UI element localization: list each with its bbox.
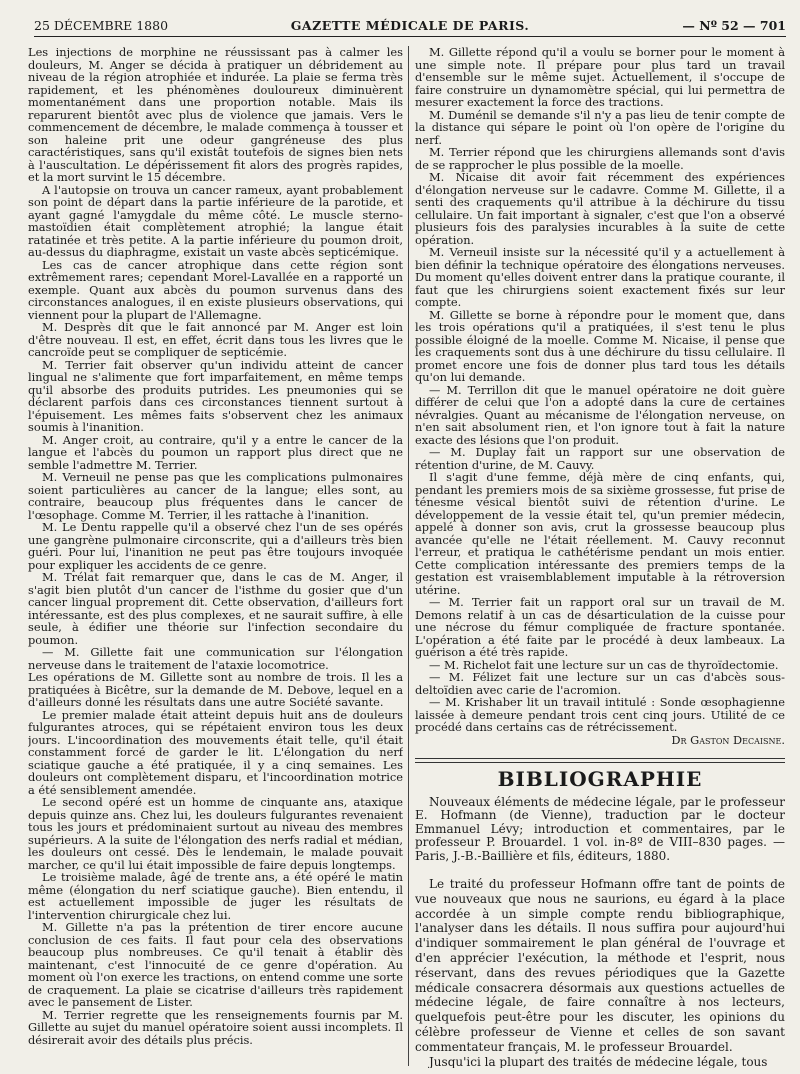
paragraph: — M. Richelot fait une lecture sur un cas de thyroïdectomie. — [429, 657, 779, 672]
paragraph: M. Terrier répond que les chirurgiens allemands sont d'avis de se rapprocher le plus possible de la moelle. — [415, 145, 785, 172]
right-column — [415, 46, 785, 1068]
paragraph: — M. Gillette fait une communication sur l'élongation nerveuse dans le traitement de l'ataxie locomotrice. — [28, 645, 403, 672]
paragraph: M. Le Dentu rappelle qu'il a observé chez l'un de ses opérés une gangrène pulmonaire circonscrite, qui a d'ailleurs très bien guéri. Pour lui, l'inanition ne peut pas être toujours invoquée pour expliquer les accidents de ce genre. — [28, 520, 403, 572]
issue-page-number: — Nº 52 — 701 — [682, 18, 786, 33]
paragraph: Le premier malade était atteint depuis huit ans de douleurs fulgurantes atroces, qui se répétaient environ tous les deux jours. L'incoordination des mouvements était telle, qu'il était constamment forcé de garder le lit. L'élongation du nerf sciatique gauche a été pratiquée, il y a cinq semaines. Les douleurs ont complètement disparu, et l'incoordination motrice a été sensiblement amendée. — [28, 707, 403, 797]
paragraph: M. Gillette répond qu'il a voulu se borner pour le moment à une simple note. Il prépare pour plus tard un travail d'ensemble sur le même sujet. Actuellement, il s'occupe de faire construire un dynamomètre spécial, qui lui permettra de mesurer exactement la force des tractions. — [415, 46, 785, 109]
paragraph: A l'autopsie on trouva un cancer rameux, ayant probablement son point de départ dans la partie inférieure de la parotide, et ayant gagné l'amygdale du même côté. Le muscle sterno-mastoïdien était complètement atrophié; la langue était ratatinée et très petite. A la partie inférieure du poumon droit, au-dessus du diaphragme, existait un vaste abcès septicémique. — [28, 182, 403, 259]
paragraph: Jusqu'ici la plupart des traités de médecine légale, tous — [429, 1054, 768, 1068]
paragraph: Il s'agit d'une femme, déjà mère de cinq enfants, qui, pendant les premiers mois de sa sixième grossesse, fut prise de ténesme vésical bientôt suivi de rétention d'urine. Le développement de la vessie était tel, qu'un premier médecin, appelé à donner son avis, crut la grossesse beaucoup plus avancée qu'elle ne l'était réellement. M. Cauvy reconnut l'erreur, et pratiqua le cathétérisme pendant un mois entier. Cette complication intéressante des premiers temps de la gestation est vraisemblablement imputable à la rétroversion utérine. — [415, 470, 785, 597]
paragraph: M. Nicaise dit avoir fait récemment des expériences d'élongation nerveuse sur le cadavre. Comme M. Gillette, il a senti des craquements qu'il attribue à la déchirure du tissu cellulaire. Un fait important à signaler, c'est que l'on a observé plusieurs fois des paralysies incurables à la suite de cette opération. — [415, 170, 785, 247]
page-header — [34, 14, 786, 37]
paragraph: Les injections de morphine ne réussissant pas à calmer les douleurs, M. Anger se décida à pratiquer un débridement au niveau de la région atrophiée et indurée. La plaie se ferma très rapidement, et les phénomènes douloureux diminuèrent momentanément dans une proportion notable. Mais ils reparurent bientôt avec plus de violence que jamais. Vers le commencement de décembre, le malade commença à tousser et son haleine prit une odeur gangréneuse des plus caractéristiques, sans qu'il existât toutefois de signes bien nets à l'auscultation. Le dépérissement fit alors des progrès rapides, et la mort survint le 15 décembre. — [28, 46, 403, 184]
paragraph: M. Verneuil insiste sur la nécessité qu'il y a actuellement à bien définir la technique opératoire des élongations nerveuses. Du moment qu'elles doivent entrer dans la pratique courante, il faut que les chirurgiens soient exactement fixés sur leur compte. — [415, 245, 785, 309]
paragraph: M. Trélat fait remarquer que, dans le cas de M. Anger, il s'agit bien plutôt d'un cancer de l'isthme du gosier que d'un cancer lingual proprement dit. Cette observation, d'ailleurs fort intéressante, est des plus complexes, et ne saurait suffire, à elle seule, à édifier une théorie sur l'infection secondaire du poumon. — [28, 570, 403, 647]
paragraph: — M. Félizet fait une lecture sur un cas d'abcès sous-deltoïdien avec carie de l'acromion. — [415, 670, 785, 697]
signature: Dr Gaston Decaisne. — [671, 732, 785, 747]
bibliography-title: BIBLIOGRAPHIE — [497, 767, 703, 791]
paragraph: M. Verneuil ne pense pas que les complications pulmonaires soient particulières au cancer de la langue; elles sont, au contraire, beaucoup plus fréquentes dans le cancer de l'œsophage. Comme M. Terrier, il les rattache à l'inanition. — [28, 470, 403, 522]
paragraph: M. Gillette se borne à répondre pour le moment que, dans les trois opérations qu'il a pratiquées, il s'est tenu le plus possible éloigné de la moelle. Comme M. Nicaise, il pense que les craquements sont dus à une déchirure du tissu cellulaire. Il promet encore une fois de donner plus tard tous les détails qu'on lui demande. — [415, 307, 785, 384]
paragraph: M. Anger croit, au contraire, qu'il y a entre le cancer de la langue et l'abcès du poumon un rapport plus direct que ne semble l'admettre M. Terrier. — [28, 432, 403, 472]
bibliography-reference: Nouveaux éléments de médecine légale, par le professeur E. Hofmann (de Vienne), traduction par le docteur Emmanuel Lévy; introduction et commentaires, par le professeur P. Brouardel. 1 vol. in-8º de VIII–830 pages. — Paris, J.-B.-Baillière et fils, éditeurs, 1880. — [415, 794, 785, 863]
column-divider — [408, 46, 409, 1066]
paragraph: — M. Terrillon dit que le manuel opératoire ne doit guère différer de celui que l'on a adopté dans la cure de certaines névralgies. Quant au mécanisme de l'élongation nerveuse, on n'en sait absolument rien, et l'on ignore tout à fait la nature exacte des lésions que l'on produit. — [415, 382, 785, 447]
paragraph: M. Duménil se demande s'il n'y a pas lieu de tenir compte de la distance qui sépare le point où l'on opère de l'origine du nerf. — [415, 107, 785, 147]
journal-title: GAZETTE MÉDICALE DE PARIS. — [290, 18, 530, 33]
paragraph: — M. Duplay fait un rapport sur une observation de rétention d'urine, de M. Cauvy. — [415, 445, 785, 472]
paragraph: Les cas de cancer atrophique dans cette région sont extrêmement rares; cependant Morel-Lavallée en a rapporté un exemple. Quant aux abcès du poumon survenus dans des circonstances analogues, il en existe plusieurs observations, qui viennent pour la plupart de l'Allemagne. — [28, 257, 403, 322]
header-date: 25 DÉCEMBRE 1880 — [34, 18, 169, 33]
left-column — [28, 46, 403, 1068]
paragraph: Le traité du professeur Hofmann offre tant de points de vue nouveaux que nous ne saurions, eu égard à la place accordée à un simple compte rendu bibliographique, l'analyser dans les détails. Il nous suffira pour aujourd'hui d'indiquer sommairement le plan général de l'ouvrage et d'en apprécier l'exécution, la méthode et l'esprit, nous réservant, dans des revues périodiques que la Gazette médicale consacrera désormais aux questions actuelles de médecine légale, de faire connaître à nos lecteurs, quelquefois peut-être pour les discuter, les opinions du célèbre professeur de Vienne et celles de son savant commentateur français, M. le professeur Brouardel. — [415, 877, 785, 1054]
paragraph: Le troisième malade, âgé de trente ans, a été opéré le matin même (élongation du nerf sciatique gauche). Bien entendu, il est actuellement impossible de juger les résultats de l'intervention chirurgicale chez lui. — [28, 870, 403, 922]
paragraph: M. Desprès dit que le fait annoncé par M. Anger est loin d'être nouveau. Il est, en effet, écrit dans tous les livres que le cancroïde peut se compliquer de septicémie. — [28, 320, 403, 359]
paragraph: — M. Krishaber lit un travail intitulé : Sonde œsophagienne laissée à demeure pendant trois cent cinq jours. Utilité de ce procédé dans certains cas de rétrécissement. — [415, 695, 785, 734]
paragraph: Les opérations de M. Gillette sont au nombre de trois. Il les a pratiquées à Bicêtre, sur la demande de M. Debove, lequel en a d'ailleurs donné les résultats dans une autre Société savante. — [28, 670, 403, 709]
paragraph: M. Terrier fait observer qu'un individu atteint de cancer lingual ne s'alimente que fort imparfaitement, en même temps qu'il absorbe des produits putrides. Les pneumonies qui se déclarent parfois dans ces circonstances tiennent surtout à l'épuisement. Les mêmes faits s'observent chez les animaux soumis à l'inanition. — [28, 357, 403, 434]
paragraph: Le second opéré est un homme de cinquante ans, ataxique depuis quinze ans. Chez lui, les douleurs fulgurantes revenaient tous les jours et prédominaient surtout au niveau des membres supérieurs. A la suite de l'élongation des nerfs radial et médian, les douleurs ont cessé. Dès le lendemain, le malade pouvait marcher, ce qu'il lui était impossible de faire depuis longtemps. — [28, 795, 403, 872]
paragraph: — M. Terrier fait un rapport oral sur un travail de M. Demons relatif à un cas de désarticulation de la cuisse pour une nécrose du fémur compliquée de fracture spontanée. L'opération a été faite par le procédé à deux lambeaux. La guérison a été très rapide. — [415, 595, 785, 659]
paragraph: M. Terrier regrette que les renseignements fournis par M. Gillette au sujet du manuel opératoire soient aussi incomplets. Il désirerait avoir des détails plus précis. — [28, 1007, 403, 1047]
section-separator — [415, 758, 785, 763]
paragraph: M. Gillette n'a pas la prétention de tirer encore aucune conclusion de ces faits. Il faut pour cela des observations beaucoup plus nombreuses. Ce qu'il tenait à établir dès maintenant, c'est l'innocuité de ce genre d'opération. Au moment où l'on exerce les tractions, on entend comme une sorte de craquement. La plaie se cicatrise d'ailleurs très rapidement avec le pansement de Lister. — [28, 920, 403, 1009]
